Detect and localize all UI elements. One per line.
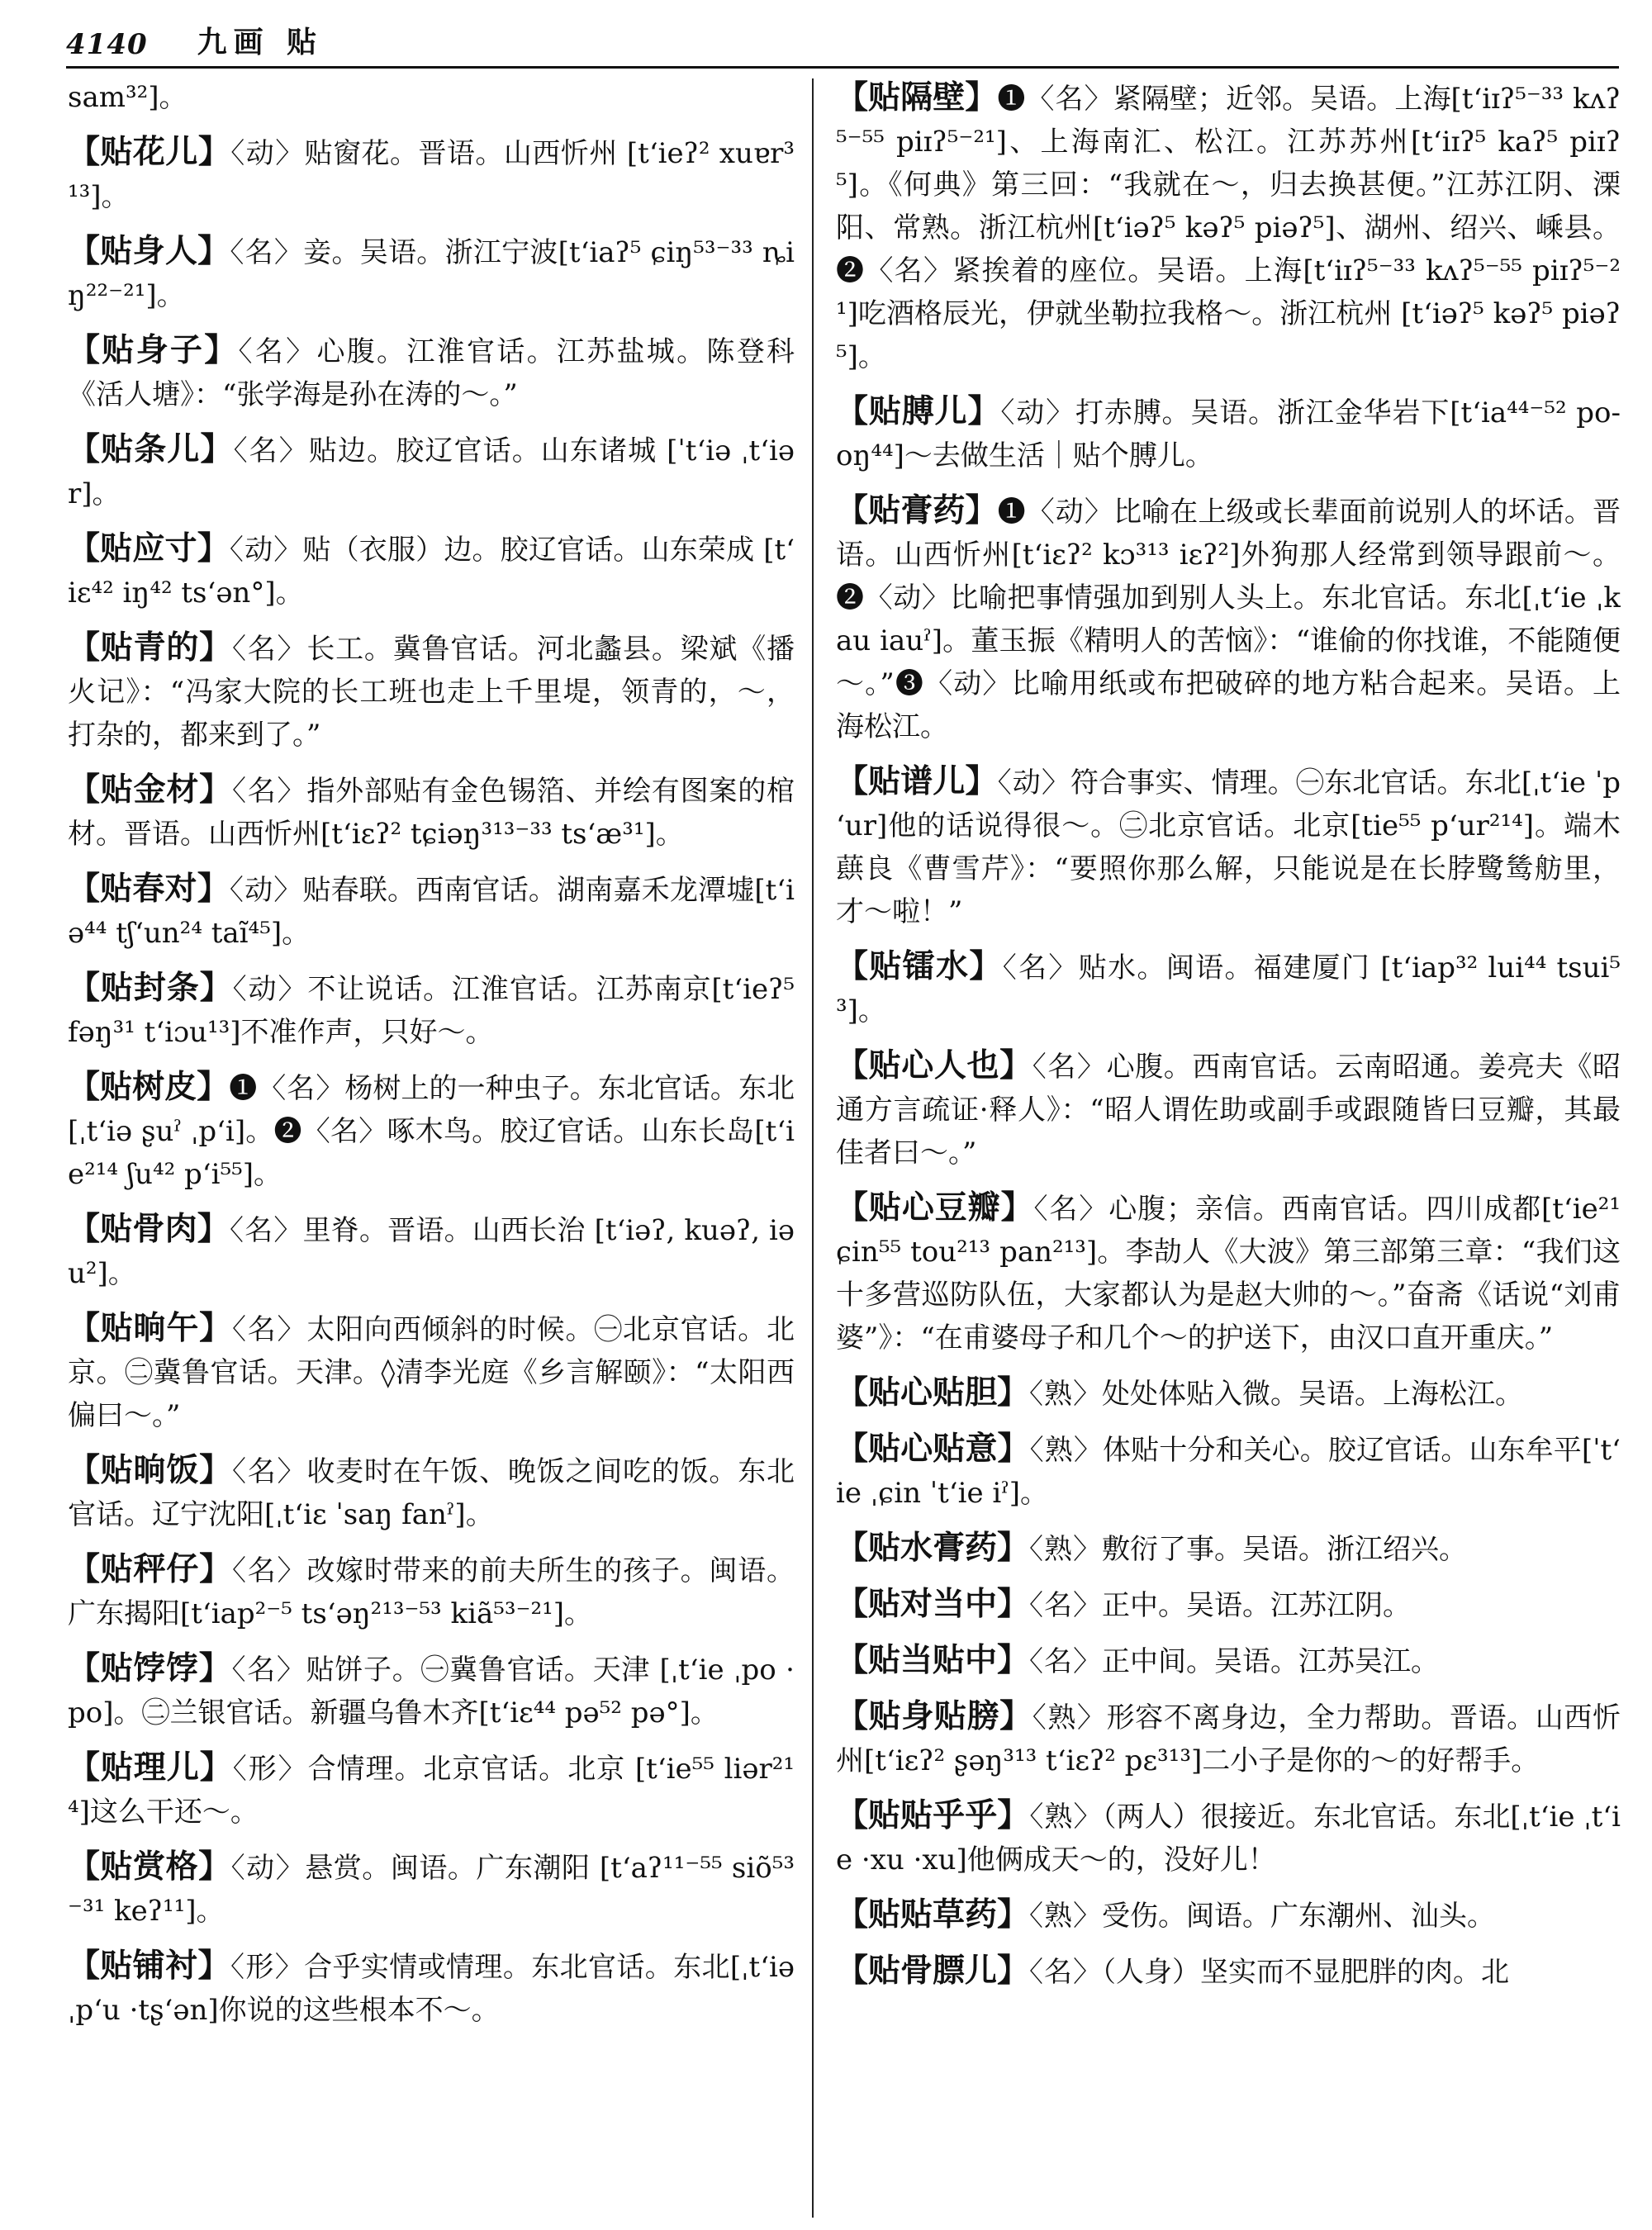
entry-definition: 敷衍了事。吴语。浙江绍兴。 [1102, 1533, 1468, 1566]
entry-headword: 【贴贴草药】 [836, 1896, 1030, 1933]
entry-part-of-speech: 〈动〉 [229, 874, 303, 907]
right-entry-list [836, 76, 1621, 1994]
entry-definition: 紧隔壁；近邻。吴语。上海[tʻiɪʔ⁵⁻³³ kʌʔ⁵⁻⁵⁵ piɪʔ⁵⁻²¹]、上海南汇、松江。江苏苏州[tʻiɪʔ⁵ kaʔ⁵ piɪʔ⁵]。《何典》第三回：“我就在～，归去换甚便。”江苏江阴、溧阳、常熟。浙江杭州[tʻiəʔ⁵ kəʔ⁵ piəʔ⁵]、湖州、绍兴、嵊县。❷〈名〉紧挨着的座位。吴语。上海[tʻiɪʔ⁵⁻³³ kʌʔ⁵⁻⁵⁵ piɪʔ⁵⁻²¹]吃酒格辰光，伊就坐勒拉我格～。浙江杭州 [tʻiəʔ⁵ kəʔ⁵ piəʔ⁵]。 [836, 83, 1621, 373]
entry-definition: 比喻在上级或长辈面前说别人的坏话。晋语。山西忻州[tʻiɛʔ² kɔ³¹³ iɛʔ²]外狗那人经常到领导跟前～。❷〈动〉比喻把事情强加到别人头上。东北官话。东北[ˌtʻie ˌkau iauˀ]。董玉振《精明人的苦恼》：“谁偷的你找谁，不能随便～。”❸〈动〉比喻用纸或布把破碎的地方粘合起来。吴语。上海松江。 [836, 496, 1621, 743]
entry-definition: 处处体贴入微。吴语。上海松江。 [1102, 1378, 1524, 1411]
entry-part-of-speech: 〈动〉 [230, 137, 305, 170]
entry-headword: 【贴理儿】 [68, 1748, 233, 1786]
entry-part-of-speech: 〈名〉 [1029, 1645, 1103, 1678]
entry-part-of-speech: 〈熟〉 [1029, 1801, 1103, 1834]
entry-part-of-speech: 〈名〉 [231, 633, 307, 666]
dictionary-entry [836, 1582, 1621, 1627]
entry-definition: 形容不离身边，全力帮助。晋语。山西忻州[tʻiɛʔ² ʂəŋ³¹³ tʻiɛʔ² pɛ³¹³]二小子是你的～的好帮手。 [836, 1701, 1621, 1777]
entry-headword: 【贴树皮】 [68, 1068, 230, 1106]
dictionary-entry [68, 1065, 795, 1196]
section-title: 九画 贴 [197, 25, 324, 59]
dictionary-entry [836, 1526, 1621, 1571]
dictionary-entry [836, 945, 1621, 1032]
entry-part-of-speech: 〈名〉 [231, 1313, 307, 1346]
entry-part-of-speech: 〈动〉 [1000, 396, 1075, 429]
entry-definition: 心腹；亲信。西南官话。四川成都[tʻie²¹ ɕin⁵⁵ tou²¹³ pan²¹³]。李劼人《大波》第三部第三章：“我们这十多营巡防队伍，大家都认为是赵大帅的～。”奋斋《话说“刘甫婆”》：“在甫婆母子和几个～的护送下，由汉口直开重庆。” [836, 1193, 1621, 1355]
entry-definition: 杨树上的一种虫子。东北官话。东北[ˌtʻiə ʂuˀ ˌpʻi]。❷〈名〉啄木鸟。胶辽官话。山东长岛[tʻie²¹⁴ ʃu⁴² pʻi⁵⁵]。 [68, 1072, 795, 1191]
entry-definition: 心腹。西南官话。云南昭通。姜亮夫《昭通方言疏证·释人》：“昭人谓佐助或副手或跟随皆曰豆瓣，其最佳者曰～。” [836, 1051, 1621, 1170]
entry-definition: 妾。吴语。浙江宁波[tʻiaʔ⁵ ɕiŋ⁵³⁻³³ ȵiŋ²²⁻²¹]。 [68, 236, 795, 312]
entry-part-of-speech: ❶〈名〉 [997, 83, 1113, 116]
entry-headword: 【贴心贴意】 [836, 1430, 1030, 1468]
dictionary-entry [68, 230, 795, 317]
entry-definition: 符合事实、情理。㊀东北官话。东北[ˌtʻie ˈpʻur]他的话说得很～。㊁北京官话。北京[tie⁵⁵ pʻur²¹⁴]。端木蕻良《曹雪芹》：“要照你那么解，只能说是在长脖鹭鸶舫里，才～啦！” [836, 766, 1621, 928]
entry-headword: 【贴青的】 [68, 629, 232, 667]
entry-part-of-speech: 〈熟〉 [1029, 1533, 1103, 1566]
dictionary-entry [68, 1845, 795, 1933]
entry-part-of-speech: 〈名〉 [1029, 1589, 1103, 1622]
entry-headword: 【贴花儿】 [68, 133, 231, 171]
continuation-text: sam³²]。 [68, 81, 188, 114]
dictionary-entry [68, 867, 795, 955]
entry-headword: 【贴水膏药】 [836, 1529, 1030, 1567]
entry-definition: 贴春联。西南官话。湖南嘉禾龙潭墟[tʻiə⁴⁴ tʃʻun²⁴ taĩ⁴⁵]。 [68, 874, 795, 950]
dictionary-entry [68, 626, 795, 757]
entry-headword: 【贴心贴胆】 [836, 1374, 1030, 1412]
entry-part-of-speech: 〈名〉 [238, 335, 317, 368]
entry-headword: 【贴骨膘儿】 [836, 1952, 1030, 1990]
left-column [68, 76, 795, 2215]
entry-definition: 合乎实情或情理。东北官话。东北[ˌtʻiə ˌpʻu ·tʂʻən]你说的这些根本不～。 [68, 1951, 795, 2027]
entry-headword: 【贴饽饽】 [68, 1649, 232, 1687]
dictionary-entry [68, 329, 795, 416]
entry-definition: 贴饼子。㊀冀鲁官话。天津 [ˌtʻie ˌpo ·po]。㊁兰银官话。新疆乌鲁木齐[tʻiɛ⁴⁴ pə⁵² pə°]。 [68, 1654, 795, 1729]
entry-headword: 【贴对当中】 [836, 1585, 1030, 1623]
dictionary-entry [68, 966, 795, 1054]
entry-definition: 贴（衣服）边。胶辽官话。山东荣成 [tʻiɛ⁴² iŋ⁴² tsʻən°]。 [68, 534, 795, 610]
entry-part-of-speech: 〈名〉 [233, 434, 309, 467]
dictionary-entry [836, 1639, 1621, 1683]
dictionary-entry [836, 1186, 1621, 1359]
page-number: 4140 [66, 28, 148, 61]
entry-definition: 正中。吴语。江苏江阴。 [1102, 1589, 1412, 1622]
dictionary-entry [836, 76, 1621, 378]
entry-part-of-speech: 〈名〉 [230, 1214, 303, 1247]
entry-definition: （人身）坚实而不显肥胖的肉。北 [1102, 1956, 1510, 1989]
entry-part-of-speech: 〈动〉 [229, 534, 303, 567]
entry-definition: 受伤。闽语。广东潮州、汕头。 [1102, 1900, 1496, 1933]
entry-part-of-speech: 〈熟〉 [1029, 1434, 1104, 1467]
entry-headword: 【贴心豆瓣】 [836, 1189, 1034, 1226]
dictionary-entry [68, 768, 795, 856]
entry-headword: 【贴赏格】 [68, 1848, 231, 1886]
dictionary-entry [68, 1307, 795, 1437]
entry-headword: 【贴条儿】 [68, 430, 234, 468]
entry-definition: 合情理。北京官话。北京 [tʻie⁵⁵ liər²¹⁴]这么干还～。 [68, 1753, 795, 1829]
dictionary-entry [68, 1548, 795, 1635]
entry-definition: （两人）很接近。东北官话。东北[ˌtʻie ˌtʻie ·xu ·xu]他俩成天～的，没好儿！ [836, 1801, 1621, 1877]
dictionary-entry [836, 1949, 1621, 1994]
entry-definition: 里脊。晋语。山西长治 [tʻiəʔ, kuəʔ, iəu²]。 [68, 1214, 795, 1290]
entry-part-of-speech: ❶〈动〉 [997, 496, 1114, 529]
entry-headword: 【贴身贴膀】 [836, 1697, 1032, 1735]
entry-headword: 【贴膊儿】 [836, 392, 1001, 430]
entry-headword: 【贴晌饭】 [68, 1451, 232, 1489]
dictionary-entry [68, 1746, 795, 1834]
entry-part-of-speech: 〈动〉 [997, 766, 1070, 799]
entry-headword: 【贴镭水】 [836, 947, 1003, 985]
entry-headword: 【贴晌午】 [68, 1309, 232, 1347]
dictionary-entry [836, 1695, 1621, 1782]
entry-part-of-speech: 〈动〉 [230, 1852, 306, 1885]
entry-part-of-speech: 〈名〉 [1002, 951, 1079, 985]
entry-definition: 收麦时在午饭、晚饭之间吃的饭。东北官话。辽宁沈阳[ˌtʻiɛ ˈsaŋ fanˀ]。 [68, 1455, 795, 1531]
entry-headword: 【贴身人】 [68, 232, 230, 270]
entry-part-of-speech: 〈名〉 [231, 775, 307, 808]
entry-definition: 体贴十分和关心。胶辽官话。山东牟平[ˈtʻie ˌɕin ˈtʻie iˀ]。 [836, 1434, 1621, 1510]
entry-headword: 【贴谱儿】 [836, 762, 998, 800]
entry-headword: 【贴春对】 [68, 870, 230, 908]
entry-part-of-speech: 〈名〉 [231, 1654, 306, 1687]
dictionary-entry [68, 428, 795, 515]
entry-part-of-speech: 〈名〉 [231, 1455, 307, 1488]
entry-part-of-speech: 〈动〉 [232, 973, 308, 1006]
entry-definition: 贴边。胶辽官话。山东诸城 [ˈtʻiə ˌtʻiər]。 [68, 434, 795, 510]
column-divider [812, 78, 814, 2218]
entry-definition: 指外部贴有金色锡箔、并绘有图案的棺材。晋语。山西忻州[tʻiɛʔ² tɕiəŋ³¹³⁻³³ tsʻæ³¹]。 [68, 775, 795, 851]
dictionary-entry [836, 390, 1621, 477]
entry-definition: 悬赏。闽语。广东潮阳 [tʻaʔ¹¹⁻⁵⁵ siõ⁵³⁻³¹ keʔ¹¹]。 [68, 1852, 795, 1928]
entry-part-of-speech: 〈名〉 [230, 236, 304, 269]
dictionary-entry [68, 527, 795, 614]
entry-part-of-speech: 〈熟〉 [1029, 1378, 1103, 1411]
entry-definition: 打赤膊。吴语。浙江金华岩下[tʻia⁴⁴⁻⁵² po-oŋ⁴⁴]～去做生活｜贴个膊儿。 [836, 396, 1621, 472]
entry-part-of-speech: 〈熟〉 [1029, 1900, 1103, 1933]
entry-definition: 贴窗花。晋语。山西忻州 [tʻieʔ² xuɐr³¹³]。 [68, 137, 795, 213]
dictionary-entry [836, 1794, 1621, 1881]
entry-headword: 【贴秤仔】 [68, 1550, 232, 1588]
entry-part-of-speech: 〈名〉 [1029, 1956, 1103, 1989]
entry-headword: 【贴应寸】 [68, 529, 230, 567]
entry-headword: 【贴贴乎乎】 [836, 1796, 1030, 1834]
entry-definition: 正中间。吴语。江苏吴江。 [1102, 1645, 1440, 1678]
page-header [66, 15, 1619, 69]
dictionary-entry [836, 1044, 1621, 1174]
dictionary-entry [836, 1893, 1621, 1938]
dictionary-entry [836, 1371, 1621, 1416]
entry-definition: 太阳向西倾斜的时候。㊀北京官话。北京。㊁冀鲁官话。天津。◊清李光庭《乡言解颐》：“太阳西偏曰～。” [68, 1313, 795, 1432]
dictionary-entry [836, 760, 1621, 933]
entry-part-of-speech: 〈名〉 [231, 1554, 307, 1587]
dictionary-entry [68, 1944, 795, 2032]
entry-part-of-speech: 〈形〉 [230, 1951, 305, 1984]
entry-definition: 贴水。闽语。福建厦门 [tʻiap³² lui⁴⁴ tsui⁵³]。 [836, 951, 1621, 1027]
dictionary-entry [68, 1208, 795, 1295]
entry-definition: 长工。冀鲁官话。河北蠡县。梁斌《播火记》：“冯家大院的长工班也走上千里堤，领青的，～，打杂的，都来到了。” [68, 633, 795, 752]
entry-headword: 【贴当贴中】 [836, 1641, 1030, 1679]
entry-part-of-speech: 〈名〉 [1033, 1193, 1109, 1226]
dictionary-entry [836, 489, 1621, 748]
entry-definition: 心腹。江淮官话。江苏盐城。陈登科《活人塘》：“张学海是孙在涛的～。” [68, 335, 795, 411]
dictionary-entry [68, 130, 795, 218]
entry-headword: 【贴膏药】 [836, 491, 998, 529]
entry-part-of-speech: ❶〈名〉 [229, 1072, 345, 1105]
entry-part-of-speech: 〈名〉 [1032, 1051, 1107, 1084]
entry-part-of-speech: 〈形〉 [232, 1753, 308, 1786]
entry-headword: 【贴封条】 [68, 969, 233, 1007]
dictionary-entry [68, 1647, 795, 1734]
entry-part-of-speech: 〈熟〉 [1032, 1701, 1107, 1734]
entry-headword: 【贴铺衬】 [68, 1947, 230, 1985]
dictionary-entry [68, 1449, 795, 1536]
entry-headword: 【贴心人也】 [836, 1046, 1032, 1084]
right-column [836, 76, 1621, 2215]
entry-headword: 【贴身子】 [68, 331, 239, 369]
entry-headword: 【贴骨肉】 [68, 1210, 230, 1248]
entry-headword: 【贴金材】 [68, 771, 232, 809]
entry-headword: 【贴隔壁】 [836, 78, 998, 116]
entry-definition: 不让说话。江淮官话。江苏南京[tʻieʔ⁵ fəŋ³¹ tʻiɔu¹³]不准作声，只好～。 [68, 973, 795, 1049]
entry-definition: 改嫁时带来的前夫所生的孩子。闽语。广东揭阳[tʻiap²⁻⁵ tsʻəŋ²¹³⁻⁵³ kiã⁵³⁻²¹]。 [68, 1554, 795, 1630]
left-entry-list [68, 130, 795, 2032]
dictionary-entry [836, 1427, 1621, 1515]
